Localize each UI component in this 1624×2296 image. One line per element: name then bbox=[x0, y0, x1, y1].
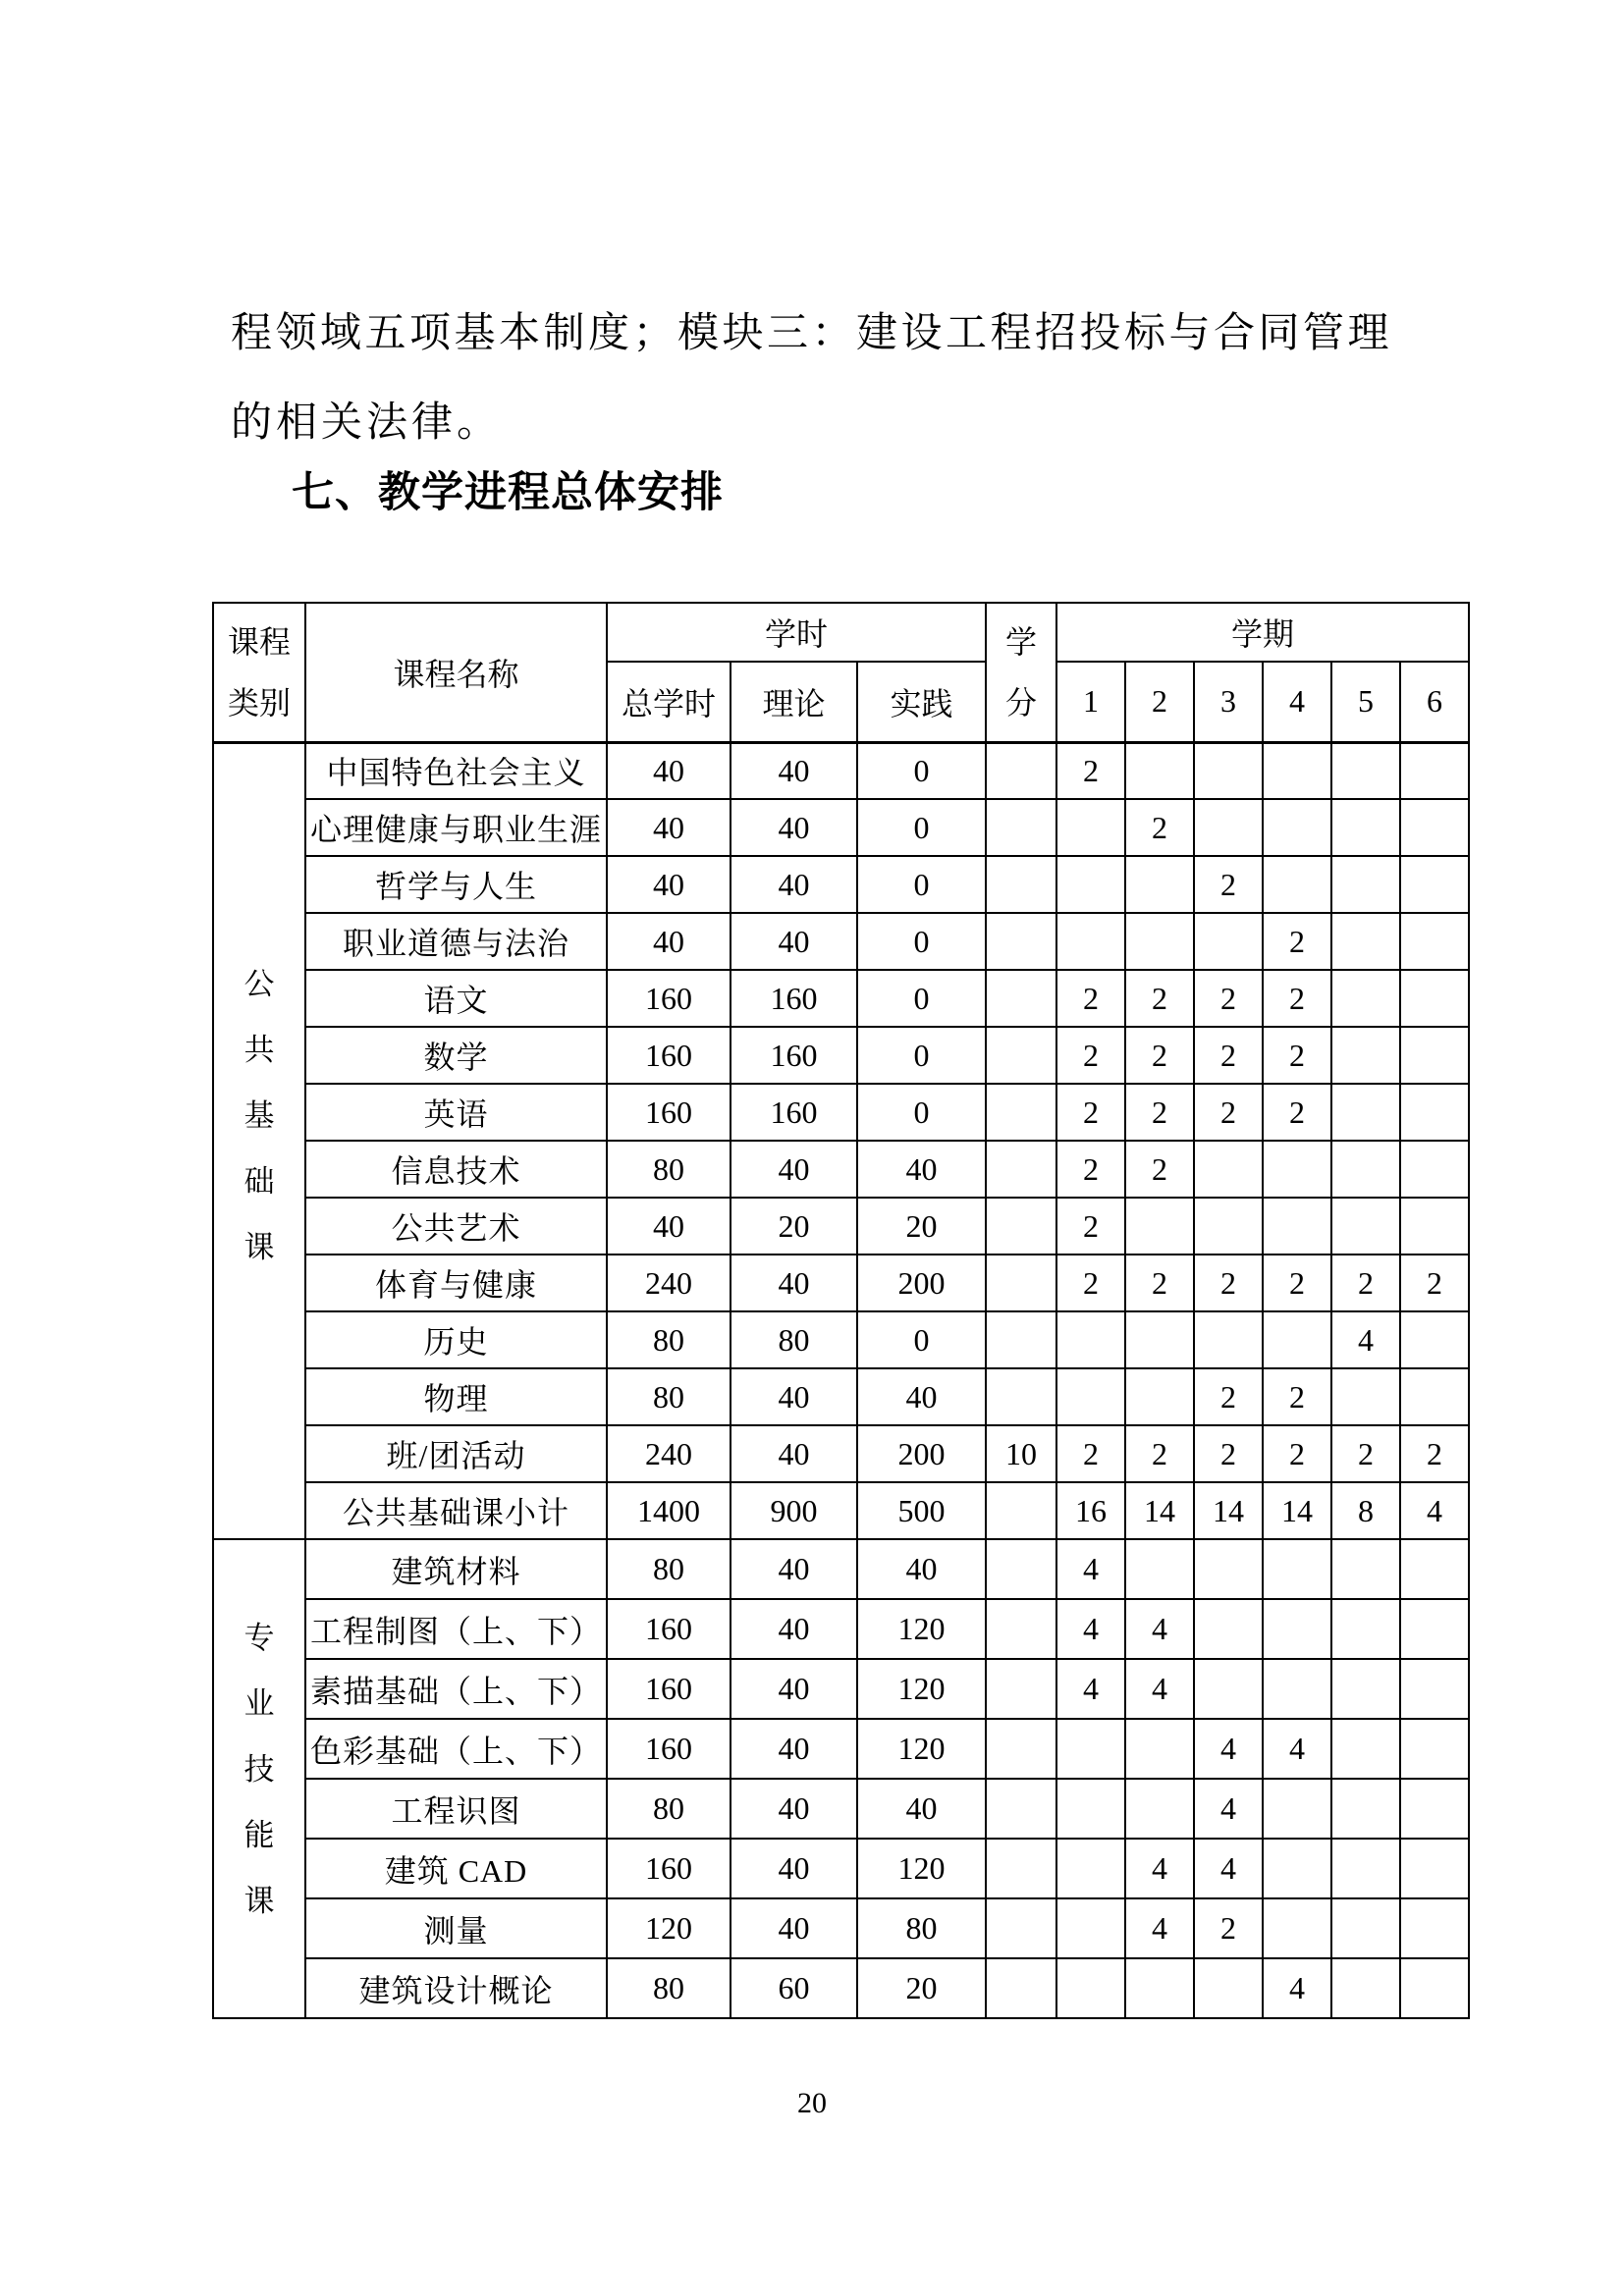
semester-3-hours: 2 bbox=[1194, 1368, 1263, 1425]
semester-5-hours bbox=[1331, 1839, 1400, 1898]
theory-hours: 40 bbox=[731, 1898, 857, 1958]
semester-1-hours bbox=[1056, 913, 1125, 970]
theory-hours: 40 bbox=[731, 1599, 857, 1659]
course-name: 工程制图（上、下） bbox=[305, 1599, 607, 1659]
header-semester-3: 3 bbox=[1194, 662, 1263, 742]
course-name: 色彩基础（上、下） bbox=[305, 1719, 607, 1779]
practice-hours: 0 bbox=[857, 856, 986, 913]
course-category-cell bbox=[213, 1539, 305, 2018]
total-hours: 40 bbox=[607, 742, 731, 799]
table-row bbox=[213, 1425, 1469, 1482]
semester-5-hours: 4 bbox=[1331, 1311, 1400, 1368]
semester-6-hours bbox=[1400, 1839, 1469, 1898]
theory-hours: 40 bbox=[731, 1839, 857, 1898]
semester-2-hours bbox=[1125, 1198, 1194, 1255]
semester-1-hours bbox=[1056, 799, 1125, 856]
semester-2-hours bbox=[1125, 1958, 1194, 2018]
practice-hours: 0 bbox=[857, 799, 986, 856]
credits bbox=[986, 856, 1056, 913]
semester-3-hours bbox=[1194, 1141, 1263, 1198]
table-row bbox=[213, 1779, 1469, 1839]
theory-hours: 160 bbox=[731, 1084, 857, 1141]
semester-3-hours bbox=[1194, 1659, 1263, 1719]
practice-hours: 40 bbox=[857, 1368, 986, 1425]
semester-6-hours bbox=[1400, 1141, 1469, 1198]
semester-4-hours bbox=[1263, 1659, 1331, 1719]
practice-hours: 20 bbox=[857, 1198, 986, 1255]
semester-6-hours bbox=[1400, 1719, 1469, 1779]
semester-4-hours: 2 bbox=[1263, 1027, 1331, 1084]
semester-3-hours: 2 bbox=[1194, 1255, 1263, 1311]
header-semester-5: 5 bbox=[1331, 662, 1400, 742]
paragraph-line-1: 程领域五项基本制度；模块三：建设工程招投标与合同管理 bbox=[231, 311, 1393, 356]
total-hours: 120 bbox=[607, 1898, 731, 1958]
semester-3-hours: 2 bbox=[1194, 1425, 1263, 1482]
semester-3-hours bbox=[1194, 1599, 1263, 1659]
total-hours: 80 bbox=[607, 1368, 731, 1425]
theory-hours: 20 bbox=[731, 1198, 857, 1255]
semester-4-hours: 4 bbox=[1263, 1719, 1331, 1779]
semester-1-hours bbox=[1056, 1958, 1125, 2018]
semester-2-hours bbox=[1125, 1368, 1194, 1425]
header-semester-4: 4 bbox=[1263, 662, 1331, 742]
credits bbox=[986, 1659, 1056, 1719]
header-total-hours: 总学时 bbox=[607, 662, 731, 742]
theory-hours: 80 bbox=[731, 1311, 857, 1368]
total-hours: 40 bbox=[607, 913, 731, 970]
page-number: 20 bbox=[797, 2087, 827, 2119]
semester-4-hours: 2 bbox=[1263, 1425, 1331, 1482]
theory-hours: 40 bbox=[731, 1659, 857, 1719]
semester-6-hours bbox=[1400, 742, 1469, 799]
semester-4-hours bbox=[1263, 1198, 1331, 1255]
course-category-vertical-label bbox=[214, 959, 304, 1323]
practice-hours: 200 bbox=[857, 1255, 986, 1311]
practice-hours: 120 bbox=[857, 1719, 986, 1779]
semester-4-hours bbox=[1263, 1311, 1331, 1368]
semester-2-hours: 2 bbox=[1125, 1084, 1194, 1141]
semester-4-hours: 2 bbox=[1263, 970, 1331, 1027]
total-hours: 40 bbox=[607, 799, 731, 856]
semester-5-hours bbox=[1331, 970, 1400, 1027]
semester-2-hours bbox=[1125, 856, 1194, 913]
semester-5-hours bbox=[1331, 1539, 1400, 1599]
header-practice: 实践 bbox=[857, 662, 986, 742]
semester-4-hours bbox=[1263, 856, 1331, 913]
table-row bbox=[213, 1084, 1469, 1141]
semester-6-hours: 2 bbox=[1400, 1425, 1469, 1482]
semester-6-hours bbox=[1400, 1599, 1469, 1659]
semester-2-hours: 2 bbox=[1125, 1027, 1194, 1084]
credits bbox=[986, 1482, 1056, 1539]
semester-5-hours bbox=[1331, 1779, 1400, 1839]
course-name: 建筑设计概论 bbox=[305, 1958, 607, 2018]
theory-hours: 40 bbox=[731, 1779, 857, 1839]
header-course-name: 课程名称 bbox=[305, 603, 607, 742]
semester-3-hours bbox=[1194, 913, 1263, 970]
semester-2-hours: 2 bbox=[1125, 970, 1194, 1027]
semester-5-hours bbox=[1331, 1659, 1400, 1719]
practice-hours: 0 bbox=[857, 1027, 986, 1084]
table-row bbox=[213, 1311, 1469, 1368]
total-hours: 160 bbox=[607, 1719, 731, 1779]
category-character: 课 bbox=[244, 1883, 275, 1918]
semester-5-hours bbox=[1331, 1141, 1400, 1198]
credits: 10 bbox=[986, 1425, 1056, 1482]
semester-5-hours: 8 bbox=[1331, 1482, 1400, 1539]
credits bbox=[986, 1898, 1056, 1958]
teaching-schedule-table bbox=[212, 602, 1470, 2019]
total-hours: 80 bbox=[607, 1539, 731, 1599]
semester-6-hours bbox=[1400, 1958, 1469, 2018]
category-character: 业 bbox=[244, 1685, 275, 1721]
semester-4-hours: 14 bbox=[1263, 1482, 1331, 1539]
header-semester-1: 1 bbox=[1056, 662, 1125, 742]
practice-hours: 0 bbox=[857, 1084, 986, 1141]
semester-1-hours: 2 bbox=[1056, 1027, 1125, 1084]
semester-5-hours bbox=[1331, 1958, 1400, 2018]
credits bbox=[986, 1255, 1056, 1311]
table-row bbox=[213, 1659, 1469, 1719]
semester-2-hours: 4 bbox=[1125, 1599, 1194, 1659]
table-row bbox=[213, 1898, 1469, 1958]
section-heading: 七、教学进程总体安排 bbox=[292, 469, 724, 516]
semester-1-hours: 4 bbox=[1056, 1539, 1125, 1599]
theory-hours: 40 bbox=[731, 1141, 857, 1198]
course-name: 信息技术 bbox=[305, 1141, 607, 1198]
theory-hours: 60 bbox=[731, 1958, 857, 2018]
course-name: 数学 bbox=[305, 1027, 607, 1084]
semester-6-hours bbox=[1400, 856, 1469, 913]
semester-3-hours bbox=[1194, 1311, 1263, 1368]
semester-5-hours bbox=[1331, 742, 1400, 799]
semester-1-hours: 2 bbox=[1056, 1084, 1125, 1141]
table-row bbox=[213, 1839, 1469, 1898]
credits bbox=[986, 1141, 1056, 1198]
semester-6-hours bbox=[1400, 799, 1469, 856]
credits bbox=[986, 799, 1056, 856]
category-character: 技 bbox=[244, 1751, 275, 1787]
semester-4-hours: 2 bbox=[1263, 1255, 1331, 1311]
semester-3-hours: 2 bbox=[1194, 1898, 1263, 1958]
semester-5-hours bbox=[1331, 1368, 1400, 1425]
header-course-category-label: 课程类别 bbox=[227, 623, 291, 721]
total-hours: 160 bbox=[607, 970, 731, 1027]
total-hours: 80 bbox=[607, 1958, 731, 2018]
semester-3-hours bbox=[1194, 1198, 1263, 1255]
semester-3-hours: 4 bbox=[1194, 1779, 1263, 1839]
semester-5-hours bbox=[1331, 1599, 1400, 1659]
course-name: 哲学与人生 bbox=[305, 856, 607, 913]
course-name: 体育与健康 bbox=[305, 1255, 607, 1311]
semester-6-hours bbox=[1400, 1898, 1469, 1958]
course-category-cell bbox=[213, 742, 305, 1539]
semester-5-hours bbox=[1331, 1027, 1400, 1084]
course-name: 建筑材料 bbox=[305, 1539, 607, 1599]
credits bbox=[986, 1839, 1056, 1898]
semester-6-hours bbox=[1400, 1368, 1469, 1425]
semester-6-hours bbox=[1400, 1311, 1469, 1368]
semester-2-hours bbox=[1125, 742, 1194, 799]
semester-1-hours: 2 bbox=[1056, 970, 1125, 1027]
total-hours: 160 bbox=[607, 1659, 731, 1719]
practice-hours: 20 bbox=[857, 1958, 986, 2018]
semester-2-hours: 2 bbox=[1125, 1141, 1194, 1198]
total-hours: 160 bbox=[607, 1599, 731, 1659]
credits bbox=[986, 1599, 1056, 1659]
credits bbox=[986, 1779, 1056, 1839]
credits bbox=[986, 913, 1056, 970]
table-row bbox=[213, 913, 1469, 970]
semester-3-hours bbox=[1194, 742, 1263, 799]
total-hours: 80 bbox=[607, 1779, 731, 1839]
semester-4-hours bbox=[1263, 1539, 1331, 1599]
semester-3-hours bbox=[1194, 1958, 1263, 2018]
table-row bbox=[213, 1141, 1469, 1198]
theory-hours: 40 bbox=[731, 1255, 857, 1311]
header-semester-6: 6 bbox=[1400, 662, 1469, 742]
theory-hours: 40 bbox=[731, 913, 857, 970]
semester-4-hours: 2 bbox=[1263, 913, 1331, 970]
practice-hours: 80 bbox=[857, 1898, 986, 1958]
semester-6-hours bbox=[1400, 1027, 1469, 1084]
table-row bbox=[213, 1255, 1469, 1311]
semester-5-hours bbox=[1331, 856, 1400, 913]
table-row bbox=[213, 1027, 1469, 1084]
total-hours: 80 bbox=[607, 1311, 731, 1368]
header-course-category bbox=[213, 603, 305, 742]
practice-hours: 40 bbox=[857, 1141, 986, 1198]
semester-2-hours: 4 bbox=[1125, 1839, 1194, 1898]
header-credits-label: 学分 bbox=[1005, 623, 1038, 721]
course-name: 语文 bbox=[305, 970, 607, 1027]
semester-6-hours: 4 bbox=[1400, 1482, 1469, 1539]
theory-hours: 40 bbox=[731, 1368, 857, 1425]
semester-4-hours bbox=[1263, 1898, 1331, 1958]
semester-4-hours: 2 bbox=[1263, 1368, 1331, 1425]
table-row bbox=[213, 799, 1469, 856]
semester-6-hours bbox=[1400, 913, 1469, 970]
paragraph-line-2: 的相关法律。 bbox=[231, 400, 503, 446]
table-row bbox=[213, 1958, 1469, 2018]
semester-3-hours: 2 bbox=[1194, 1027, 1263, 1084]
credits bbox=[986, 1084, 1056, 1141]
category-character: 公 bbox=[244, 966, 275, 1001]
credits bbox=[986, 970, 1056, 1027]
semester-3-hours: 4 bbox=[1194, 1839, 1263, 1898]
semester-1-hours bbox=[1056, 856, 1125, 913]
semester-3-hours: 2 bbox=[1194, 970, 1263, 1027]
semester-6-hours bbox=[1400, 1198, 1469, 1255]
course-name: 公共艺术 bbox=[305, 1198, 607, 1255]
semester-4-hours bbox=[1263, 1839, 1331, 1898]
semester-4-hours: 2 bbox=[1263, 1084, 1331, 1141]
category-character: 专 bbox=[244, 1620, 275, 1655]
semester-2-hours: 2 bbox=[1125, 1255, 1194, 1311]
semester-5-hours bbox=[1331, 913, 1400, 970]
course-name: 英语 bbox=[305, 1084, 607, 1141]
credits bbox=[986, 1719, 1056, 1779]
semester-1-hours: 2 bbox=[1056, 1198, 1125, 1255]
table-row bbox=[213, 856, 1469, 913]
credits bbox=[986, 1958, 1056, 2018]
semester-2-hours: 4 bbox=[1125, 1659, 1194, 1719]
semester-5-hours bbox=[1331, 1198, 1400, 1255]
practice-hours: 0 bbox=[857, 913, 986, 970]
semester-1-hours bbox=[1056, 1898, 1125, 1958]
practice-hours: 40 bbox=[857, 1539, 986, 1599]
table-row bbox=[213, 1599, 1469, 1659]
practice-hours: 0 bbox=[857, 1311, 986, 1368]
semester-2-hours bbox=[1125, 1719, 1194, 1779]
header-theory: 理论 bbox=[731, 662, 857, 742]
semester-2-hours: 2 bbox=[1125, 799, 1194, 856]
theory-hours: 40 bbox=[731, 1719, 857, 1779]
semester-3-hours: 2 bbox=[1194, 1084, 1263, 1141]
semester-6-hours bbox=[1400, 970, 1469, 1027]
semester-1-hours bbox=[1056, 1368, 1125, 1425]
credits bbox=[986, 1539, 1056, 1599]
semester-2-hours bbox=[1125, 1311, 1194, 1368]
header-semester: 学期 bbox=[1056, 603, 1469, 662]
credits bbox=[986, 1368, 1056, 1425]
semester-6-hours bbox=[1400, 1539, 1469, 1599]
semester-3-hours: 2 bbox=[1194, 856, 1263, 913]
total-hours: 240 bbox=[607, 1425, 731, 1482]
semester-1-hours: 16 bbox=[1056, 1482, 1125, 1539]
practice-hours: 0 bbox=[857, 742, 986, 799]
semester-4-hours bbox=[1263, 1141, 1331, 1198]
semester-2-hours: 4 bbox=[1125, 1898, 1194, 1958]
theory-hours: 40 bbox=[731, 1425, 857, 1482]
semester-5-hours bbox=[1331, 1898, 1400, 1958]
course-category-vertical-label bbox=[214, 1613, 304, 1946]
theory-hours: 40 bbox=[731, 1539, 857, 1599]
semester-2-hours: 2 bbox=[1125, 1425, 1194, 1482]
category-character: 基 bbox=[244, 1097, 275, 1133]
practice-hours: 120 bbox=[857, 1599, 986, 1659]
table-row bbox=[213, 1198, 1469, 1255]
semester-2-hours bbox=[1125, 913, 1194, 970]
course-name: 公共基础课小计 bbox=[305, 1482, 607, 1539]
semester-2-hours bbox=[1125, 1539, 1194, 1599]
course-name: 测量 bbox=[305, 1898, 607, 1958]
semester-1-hours: 2 bbox=[1056, 1425, 1125, 1482]
table-row bbox=[213, 1482, 1469, 1539]
total-hours: 1400 bbox=[607, 1482, 731, 1539]
category-character: 能 bbox=[244, 1817, 275, 1852]
practice-hours: 120 bbox=[857, 1659, 986, 1719]
semester-1-hours bbox=[1056, 1719, 1125, 1779]
semester-3-hours: 4 bbox=[1194, 1719, 1263, 1779]
semester-5-hours: 2 bbox=[1331, 1425, 1400, 1482]
semester-1-hours bbox=[1056, 1839, 1125, 1898]
semester-5-hours bbox=[1331, 1719, 1400, 1779]
semester-2-hours bbox=[1125, 1779, 1194, 1839]
semester-4-hours bbox=[1263, 799, 1331, 856]
course-name: 心理健康与职业生涯 bbox=[305, 799, 607, 856]
category-character: 共 bbox=[244, 1032, 275, 1067]
course-name: 职业道德与法治 bbox=[305, 913, 607, 970]
credits bbox=[986, 1311, 1056, 1368]
total-hours: 160 bbox=[607, 1839, 731, 1898]
semester-5-hours bbox=[1331, 799, 1400, 856]
course-name: 工程识图 bbox=[305, 1779, 607, 1839]
practice-hours: 40 bbox=[857, 1779, 986, 1839]
header-credits bbox=[986, 603, 1056, 742]
semester-1-hours: 2 bbox=[1056, 742, 1125, 799]
credits bbox=[986, 742, 1056, 799]
semester-1-hours: 4 bbox=[1056, 1659, 1125, 1719]
table-row bbox=[213, 1719, 1469, 1779]
theory-hours: 160 bbox=[731, 970, 857, 1027]
semester-4-hours bbox=[1263, 1779, 1331, 1839]
semester-6-hours bbox=[1400, 1084, 1469, 1141]
header-semester-2: 2 bbox=[1125, 662, 1194, 742]
semester-1-hours: 2 bbox=[1056, 1141, 1125, 1198]
practice-hours: 0 bbox=[857, 970, 986, 1027]
semester-6-hours: 2 bbox=[1400, 1255, 1469, 1311]
practice-hours: 500 bbox=[857, 1482, 986, 1539]
category-character: 课 bbox=[244, 1229, 275, 1264]
credits bbox=[986, 1198, 1056, 1255]
course-name: 班/团活动 bbox=[305, 1425, 607, 1482]
table-row bbox=[213, 1368, 1469, 1425]
total-hours: 160 bbox=[607, 1027, 731, 1084]
theory-hours: 40 bbox=[731, 742, 857, 799]
semester-6-hours bbox=[1400, 1779, 1469, 1839]
theory-hours: 40 bbox=[731, 799, 857, 856]
credits bbox=[986, 1027, 1056, 1084]
semester-3-hours bbox=[1194, 799, 1263, 856]
practice-hours: 200 bbox=[857, 1425, 986, 1482]
semester-1-hours bbox=[1056, 1779, 1125, 1839]
semester-5-hours bbox=[1331, 1084, 1400, 1141]
theory-hours: 40 bbox=[731, 856, 857, 913]
semester-3-hours: 14 bbox=[1194, 1482, 1263, 1539]
total-hours: 40 bbox=[607, 856, 731, 913]
semester-4-hours bbox=[1263, 1599, 1331, 1659]
semester-5-hours: 2 bbox=[1331, 1255, 1400, 1311]
table-row bbox=[213, 1539, 1469, 1599]
semester-1-hours bbox=[1056, 1311, 1125, 1368]
theory-hours: 900 bbox=[731, 1482, 857, 1539]
course-name: 物理 bbox=[305, 1368, 607, 1425]
total-hours: 80 bbox=[607, 1141, 731, 1198]
semester-6-hours bbox=[1400, 1659, 1469, 1719]
course-name: 建筑 CAD bbox=[305, 1839, 607, 1898]
semester-4-hours: 4 bbox=[1263, 1958, 1331, 2018]
semester-2-hours: 14 bbox=[1125, 1482, 1194, 1539]
theory-hours: 160 bbox=[731, 1027, 857, 1084]
course-name: 历史 bbox=[305, 1311, 607, 1368]
semester-4-hours bbox=[1263, 742, 1331, 799]
semester-1-hours: 4 bbox=[1056, 1599, 1125, 1659]
total-hours: 240 bbox=[607, 1255, 731, 1311]
total-hours: 160 bbox=[607, 1084, 731, 1141]
course-name: 素描基础（上、下） bbox=[305, 1659, 607, 1719]
table-row bbox=[213, 742, 1469, 799]
semester-1-hours: 2 bbox=[1056, 1255, 1125, 1311]
practice-hours: 120 bbox=[857, 1839, 986, 1898]
header-hours: 学时 bbox=[607, 603, 986, 662]
semester-3-hours bbox=[1194, 1539, 1263, 1599]
total-hours: 40 bbox=[607, 1198, 731, 1255]
table-row bbox=[213, 970, 1469, 1027]
category-character: 础 bbox=[244, 1163, 275, 1199]
course-name: 中国特色社会主义 bbox=[305, 742, 607, 799]
